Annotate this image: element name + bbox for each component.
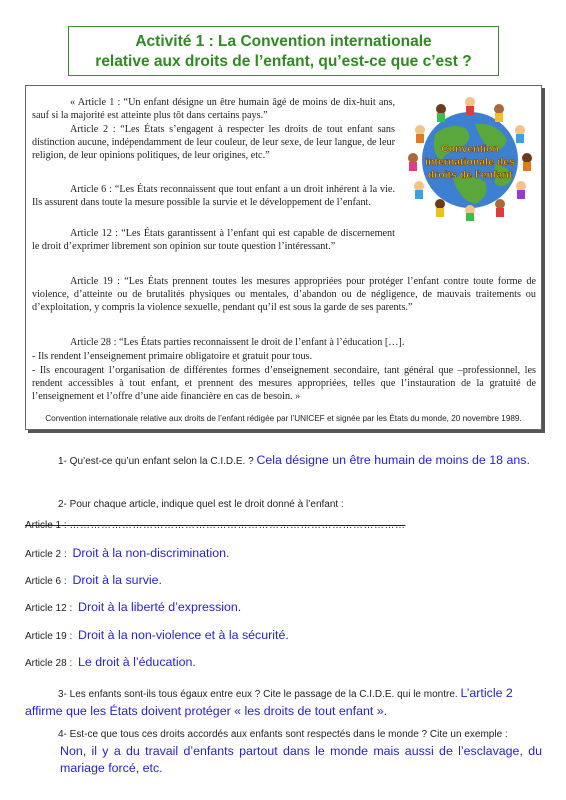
source-caption: Convention internationale relative aux droits de l’enfant rédigée par l’UNICEF et signée par les États du monde, 20 novembre 1989. xyxy=(45,414,522,423)
article-19-text: Article 19 : “Les États prennent toutes les mesures appropriées pour protéger l’enfant contre toute forme de violence, d’atteinte ou de brutalités physiques ou mentales, d’abandon ou de négligence, de mauvais traitements ou d’exploitation, y compris la violence sexuelle, pendant qu’il est sous la garde de ses parents.” xyxy=(32,276,536,314)
globe-children-image xyxy=(405,94,535,222)
article-1-row xyxy=(25,520,405,531)
article-answer: Droit à la non-violence et à la sécurité. xyxy=(78,628,289,642)
article-label: Article 2 : xyxy=(25,549,67,560)
article-label: Article 12 : xyxy=(25,603,73,614)
question-3-text: 3- Les enfants sont-ils tous égaux entre eux ? Cite le passage de la C.I.D.E. qui le montre. xyxy=(58,689,458,700)
article-answer: Droit à la non-discrimination. xyxy=(72,546,230,560)
article-12-row xyxy=(25,600,241,614)
article-label: Article 28 : xyxy=(25,658,73,669)
article-28-text: Article 28 : “Les États parties reconnaissent le droit de l’enfant à l’éducation […]. xyxy=(70,337,405,348)
article-12-text: Article 12 : “Les États garantissent à l’enfant qui est capable de discernement le droit d’exprimer librement son opinion sur toute question l’intéressant.” xyxy=(32,228,395,253)
convention-illustration xyxy=(405,94,535,222)
activity-title xyxy=(68,26,499,76)
article-answer-blank: …………………………………………………………………………………… xyxy=(69,520,406,531)
article-2-text: Article 2 : “Les États s’engagent à respecter les droits de tout enfant sans distinction aucune, indépendamment de leur couleur, de leur sexe, de leur langue, de leur religion, de leur opinions politiques, de leur origines, etc.” xyxy=(32,124,395,162)
article-1-text: « Article 1 : “Un enfant désigne un être humain âgé de moins de dix-huit ans, sauf si la majorité est atteinte plus tôt dans certains pays.” xyxy=(32,97,395,122)
bullet-2: - Ils encouragent l’organisation de différentes formes d’enseignement secondaire, tant général que –professionnel, les rendent accessibles à tout enfant, et prennent des mesures appropriées, telles que l’instauration de la gratuité de l’enseignement et l’offre d’une aide financière en cas de besoin. » xyxy=(32,365,536,403)
answer-3-end: affirme que les États doivent protéger « les droits de tout enfant ». xyxy=(25,704,388,718)
article-6-text: Article 6 : “Les États reconnaissent que tout enfant a un droit inhérent à la vie. Ils assurent dans toute la mesure possible la survie et le développement de l’enfant. xyxy=(32,184,395,209)
convention-excerpt xyxy=(25,85,542,430)
article-2-row xyxy=(25,546,229,560)
illustration-line-1: Convention xyxy=(441,143,499,155)
question-4-text: 4- Est-ce que tous ces droits accordés aux enfants sont respectés dans le monde ? Cite un exemple : xyxy=(58,729,508,740)
title-line-1: Activité 1 : La Convention internationale xyxy=(135,33,432,50)
question-1-text: 1- Qu’est-ce qu’un enfant selon la C.I.D.E. ? xyxy=(58,456,254,467)
article-answer: Droit à la survie. xyxy=(72,573,162,587)
article-label: Article 6 : xyxy=(25,576,67,587)
illustration-line-3: droits de l’enfant xyxy=(427,169,513,181)
illustration-line-2: internationale des xyxy=(425,156,515,168)
question-1 xyxy=(58,452,542,470)
question-3 xyxy=(25,685,543,721)
article-19-row xyxy=(25,628,289,642)
answer-4: Non, il y a du travail d’enfants partout dans le monde mais aussi de l’esclavage, du mariage forcé, etc. xyxy=(60,744,542,775)
bullet-1: - Ils rendent l’enseignement primaire obligatoire et gratuit pour tous. xyxy=(32,351,313,362)
article-label: Article 1 : xyxy=(25,520,67,531)
article-6-row xyxy=(25,573,162,587)
article-label: Article 19 : xyxy=(25,631,73,642)
article-answer: Le droit à l’éducation. xyxy=(78,655,196,669)
title-line-2: relative aux droits de l’enfant, qu’est-ce que c’est ? xyxy=(95,53,472,70)
answer-3-start: L’article 2 xyxy=(460,686,513,700)
question-2-text: 2- Pour chaque article, indique quel est le droit donné à l’enfant : xyxy=(58,499,344,510)
article-28-row xyxy=(25,655,196,669)
article-answer: Droit à la liberté d’expression. xyxy=(78,600,242,614)
answer-1: Cela désigne un être humain de moins de 18 ans. xyxy=(256,453,530,467)
